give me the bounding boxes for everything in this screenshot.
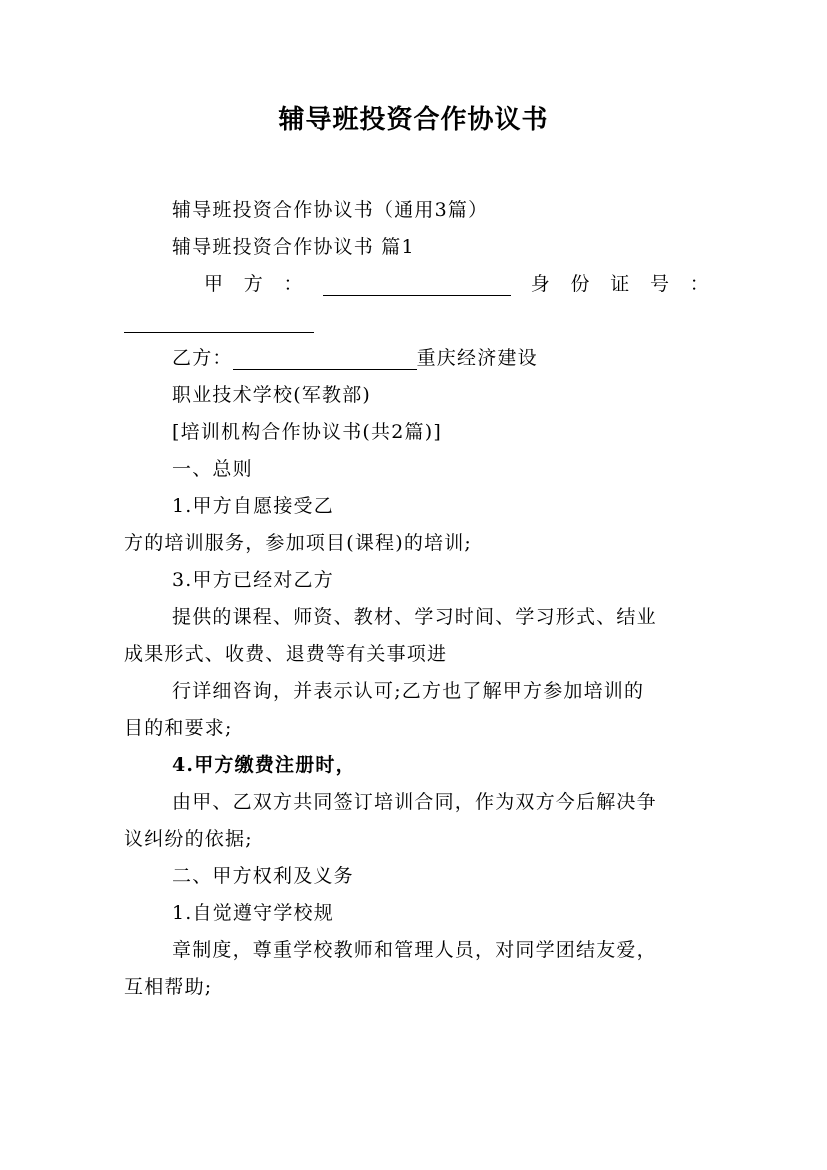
party-b-label: 乙方： bbox=[172, 347, 233, 369]
paragraph-line: 1.自觉遵守学校规 bbox=[172, 902, 334, 924]
id-number-char: 证 bbox=[610, 273, 631, 295]
paragraph-line: 由甲、乙双方共同签订培训合同，作为双方今后解决争 bbox=[172, 791, 657, 813]
paragraph-line: 职业技术学校(军教部) bbox=[172, 384, 372, 406]
id-number-char: 份 bbox=[570, 273, 591, 295]
paragraph-line: 辅导班投资合作协议书 篇1 bbox=[172, 236, 415, 258]
party-a-name-blank bbox=[323, 273, 511, 296]
party-a-line bbox=[124, 266, 710, 303]
id-number-char: ： bbox=[689, 273, 710, 295]
id-number-blank-line bbox=[124, 303, 710, 340]
paragraph-line: 目的和要求; bbox=[124, 717, 233, 739]
paragraph-line: 1.甲方自愿接受乙 bbox=[172, 495, 334, 517]
paragraph-line: 章制度，尊重学校教师和管理人员，对同学团结友爱， bbox=[172, 939, 657, 961]
paragraph-line: 辅导班投资合作协议书（通用3篇） bbox=[172, 199, 489, 221]
paragraph-line: 议纠纷的依据; bbox=[124, 828, 253, 850]
party-a-char: ： bbox=[283, 273, 304, 295]
paragraph-line: 方的培训服务，参加项目(课程)的培训; bbox=[124, 532, 473, 554]
paragraph-line: 4.甲方缴费注册时， bbox=[172, 754, 356, 776]
party-b-name-blank bbox=[233, 347, 417, 370]
section-heading: 二、甲方权利及义务 bbox=[172, 865, 354, 887]
document-body bbox=[124, 192, 710, 1006]
paragraph-line: 提供的课程、师资、教材、学习时间、学习形式、结业 bbox=[172, 606, 657, 628]
id-number-blank bbox=[124, 310, 314, 333]
paragraph-line: 3.甲方已经对乙方 bbox=[172, 569, 334, 591]
id-number-char: 身 bbox=[530, 273, 551, 295]
party-a-char: 方 bbox=[243, 273, 264, 295]
document-title: 辅导班投资合作协议书 bbox=[278, 105, 549, 135]
paragraph-line: [培训机构合作协议书(共2篇)] bbox=[172, 421, 442, 443]
id-number-char: 号 bbox=[650, 273, 671, 295]
party-b-line bbox=[124, 340, 710, 377]
paragraph-line: 成果形式、收费、退费等有关事项进 bbox=[124, 643, 448, 665]
party-b-suffix: 重庆经济建设 bbox=[416, 347, 538, 369]
party-a-char: 甲 bbox=[204, 273, 225, 295]
section-heading: 一、总则 bbox=[172, 458, 253, 480]
paragraph-line: 互相帮助; bbox=[124, 976, 213, 998]
paragraph-line: 行详细咨询，并表示认可;乙方也了解甲方参加培训的 bbox=[172, 680, 645, 702]
